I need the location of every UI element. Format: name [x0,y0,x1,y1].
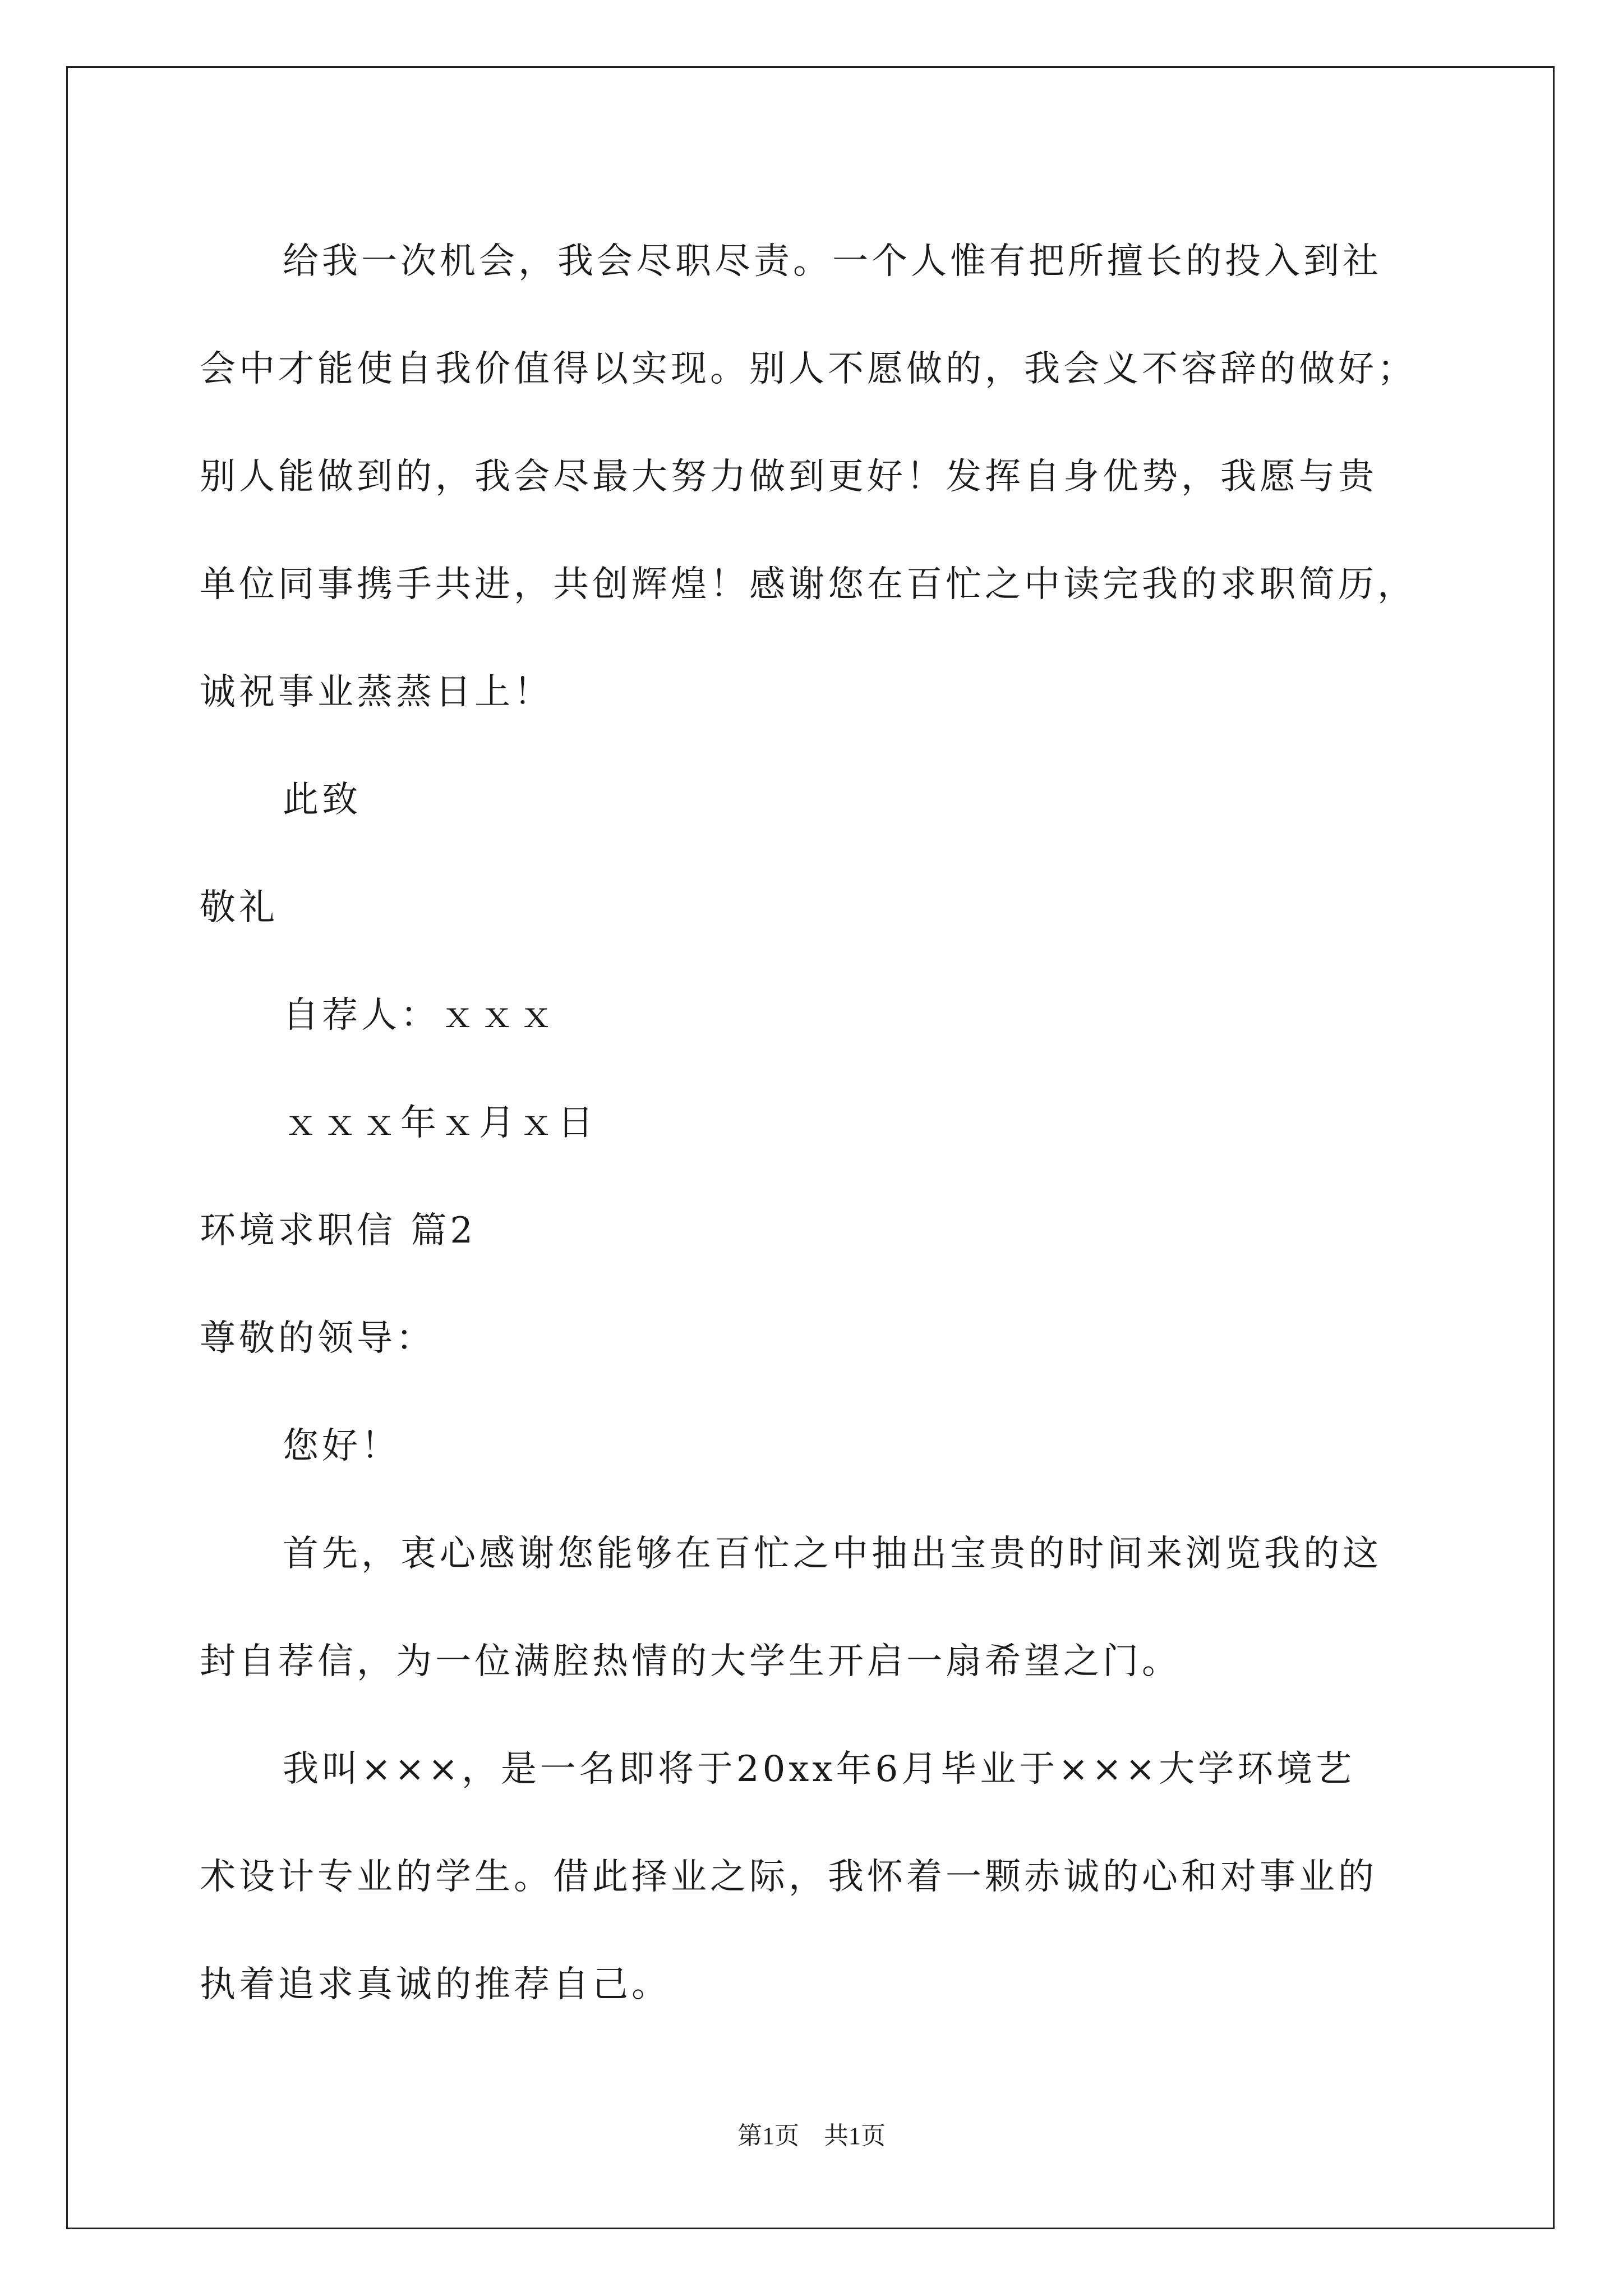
page-footer [0,2119,1623,2153]
paragraph-line: 单位同事携手共进，共创辉煌！感谢您在百忙之中读完我的求职简历， [200,564,1417,605]
paragraph-line: 封自荐信，为一位满腔热情的大学生开启一扇希望之门。 [200,1641,1181,1682]
paragraph-line: 别人能做到的，我会尽最大努力做到更好！发挥自身优势，我愿与贵 [200,456,1377,498]
salutation-line: 此致 [283,779,361,821]
date-line: ｘｘｘ年ｘ月ｘ日 [283,1102,597,1144]
greeting-line: 尊敬的领导： [200,1318,435,1359]
paragraph-line: 首先，衷心感谢您能够在百忙之中抽出宝贵的时间来浏览我的这 [283,1533,1382,1575]
paragraph-line: 术设计专业的学生。借此择业之际，我怀着一颗赤诚的心和对事业的 [200,1856,1377,1898]
page-total: 共1页 [824,2122,886,2150]
letter-body [200,208,1433,2039]
greeting-line: 您好！ [283,1425,400,1467]
paragraph-line: 我叫×××，是一名即将于20xx年6月毕业于×××大学环境艺 [283,1749,1355,1790]
paragraph-line: 执着追求真诚的推荐自己。 [200,1964,671,2005]
salutation-line: 敬礼 [200,887,278,928]
section-heading: 环境求职信 篇2 [200,1210,477,1251]
paragraph-line: 诚祝事业蒸蒸日上！ [200,671,553,713]
paragraph-line: 会中才能使自我价值得以实现。别人不愿做的，我会义不容辞的做好； [200,348,1417,390]
paragraph-line: 给我一次机会，我会尽职尽责。一个人惟有把所擅长的投入到社 [283,241,1382,282]
page-number: 第1页 [737,2122,799,2150]
signature-line: 自荐人：ｘｘｘ [283,995,557,1036]
